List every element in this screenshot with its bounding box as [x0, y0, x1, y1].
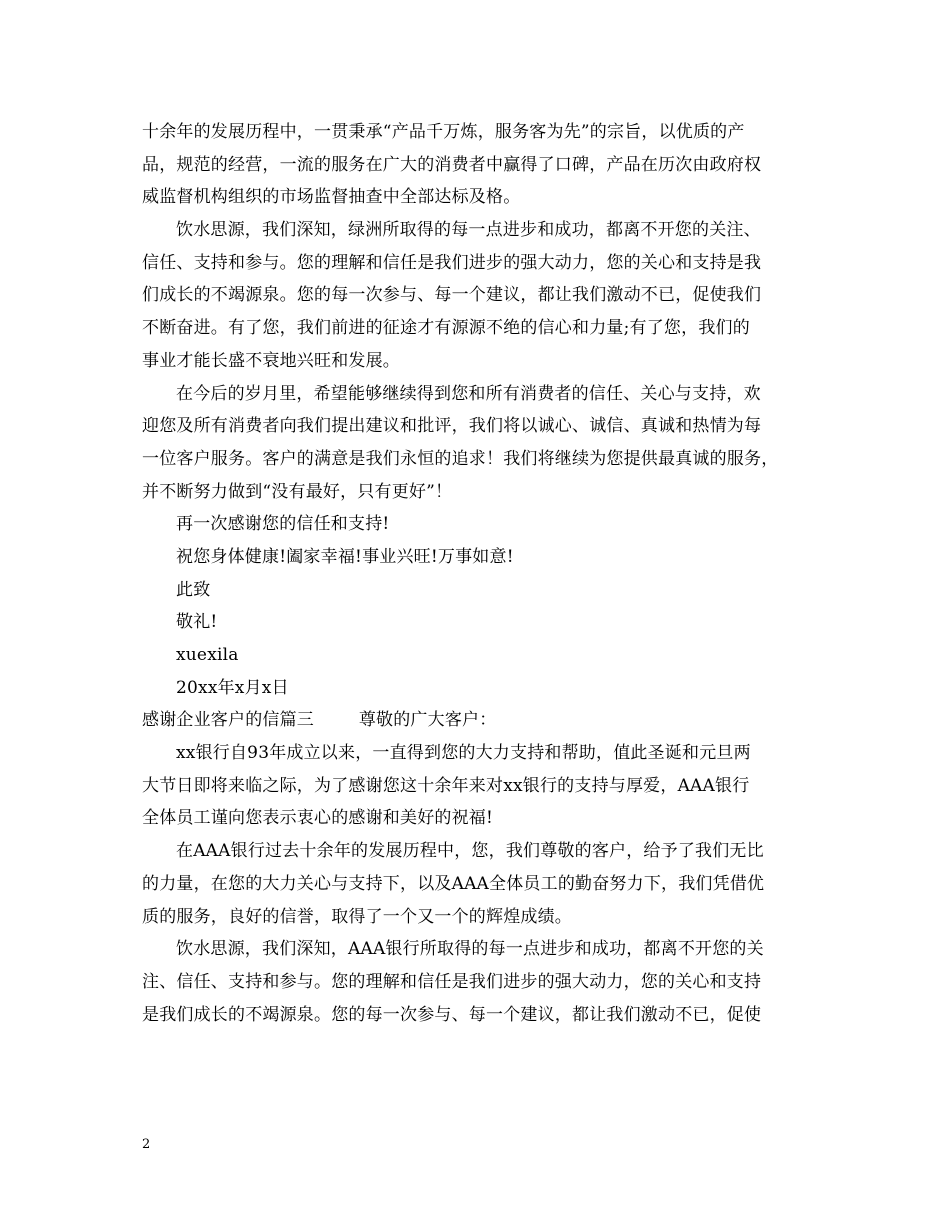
text-line: 20xx年x月x日 — [176, 677, 289, 698]
text-line: 迎您及所有消费者向我们提出建议和批评，我们将以诚心、诚信、真诚和热情为每 — [142, 416, 762, 437]
text-line: 事业才能长盛不衰地兴旺和发展。 — [142, 350, 400, 371]
page-number: 2 — [142, 1137, 151, 1152]
text-line: 威监督机构组织的市场监督抽查中全部达标及格。 — [142, 187, 521, 208]
text-line: 信任、支持和参与。您的理解和信任是我们进步的强大动力，您的关心和支持是我 — [142, 252, 762, 273]
text-line: 祝您身体健康!阖家幸福!事业兴旺!万事如意! — [176, 546, 514, 567]
text-line: 饮水思源，我们深知，绿洲所取得的每一点进步和成功，都离不开您的关注、 — [176, 220, 761, 241]
text-line: 不断奋进。有了您，我们前进的征途才有源源不绝的信心和力量;有了您，我们的 — [142, 318, 750, 339]
text-line: 品，规范的经营，一流的服务在广大的消费者中赢得了口碑，产品在历次由政府权 — [142, 154, 762, 175]
text-line: 质的服务，良好的信誉，取得了一个又一个的辉煌成绩。 — [142, 906, 572, 927]
text-line: 在今后的岁月里，希望能够继续得到您和所有消费者的信任、关心与支持，欢 — [176, 383, 761, 404]
text-line: 注、信任、支持和参与。您的理解和信任是我们进步的强大动力，您的关心和支持 — [142, 971, 762, 992]
text-line: 饮水思源，我们深知，AAA银行所取得的每一点进步和成功，都离不开您的关 — [176, 939, 764, 960]
document-body — [142, 116, 822, 1031]
text-line: 大节日即将来临之际，为了感谢您这十余年来对xx银行的支持与厚爱，AAA银行 — [142, 775, 750, 796]
text-line: 一位客户服务。客户的满意是我们永恒的追求！我们将继续为您提供最真诚的服务， — [142, 448, 779, 469]
text-line: 并不断努力做到“没有最好，只有更好”！ — [142, 481, 453, 502]
text-line: 的力量，在您的大力关心与支持下，以及AAA全体员工的勤奋努力下，我们凭借优 — [142, 873, 765, 894]
text-line: xx银行自93年成立以来，一直得到您的大力支持和帮助，值此圣诞和元旦两 — [176, 743, 751, 764]
text-line: 在AAA银行过去十余年的发展历程中，您，我们尊敬的客户，给予了我们无比 — [176, 841, 764, 862]
text-line: 们成长的不竭源泉。您的每一次参与、每一个建议，都让我们激动不已，促使我们 — [142, 285, 762, 306]
text-line: 敬礼! — [176, 612, 218, 633]
text-line: 全体员工谨向您表示衷心的感谢和美好的祝福! — [142, 808, 494, 829]
text-line: 感谢企业客户的信篇三 尊敬的广大客户： — [142, 710, 497, 731]
text-line: 此致 — [176, 579, 211, 600]
text-line: 再一次感谢您的信任和支持! — [176, 514, 390, 535]
text-line: 是我们成长的不竭源泉。您的每一次参与、每一个建议，都让我们激动不已，促使 — [142, 1004, 762, 1025]
text-line: xuexila — [176, 645, 239, 665]
text-line: 十余年的发展历程中，一贯秉承“产品千万炼，服务客为先”的宗旨，以优质的产 — [142, 122, 745, 142]
